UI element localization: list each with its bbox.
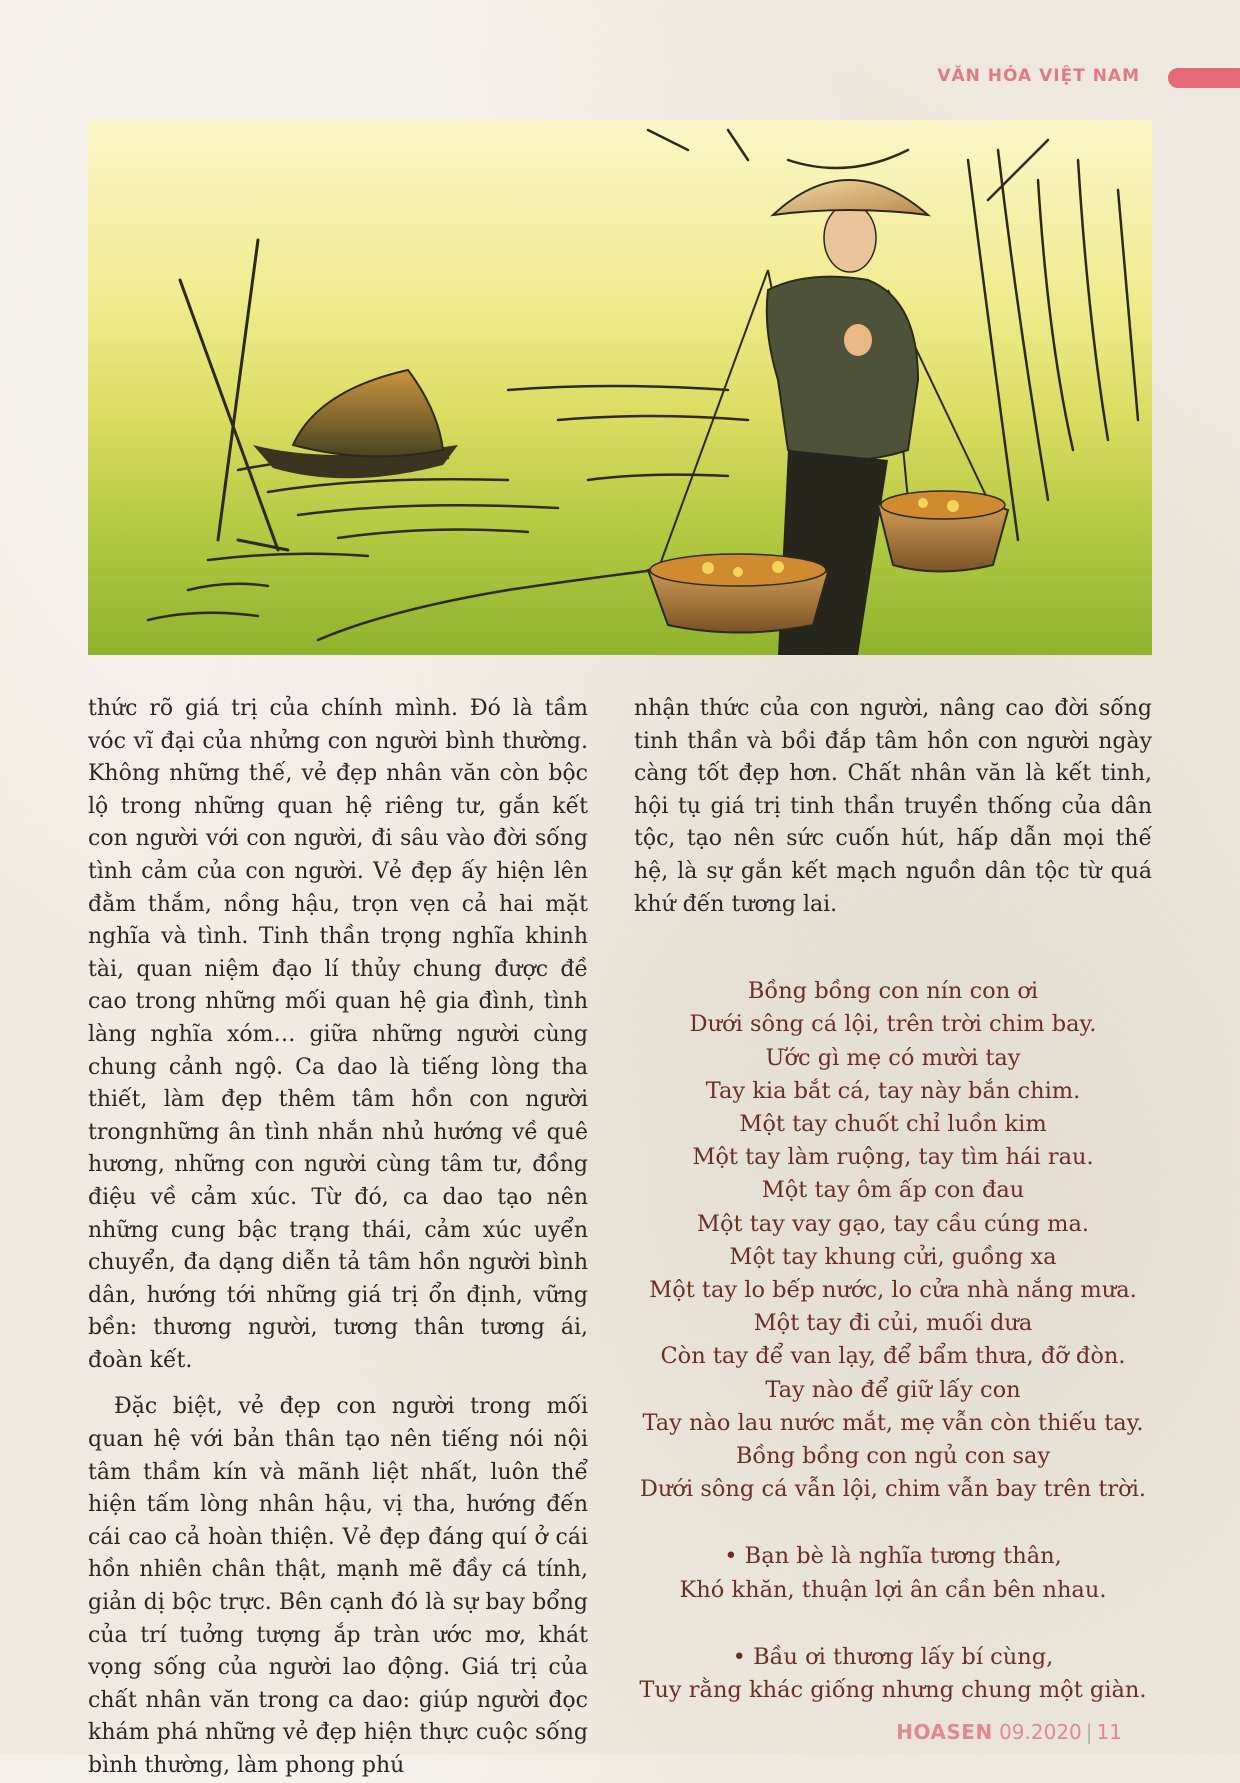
footer-separator: | bbox=[1085, 1720, 1093, 1744]
page-footer bbox=[896, 1720, 1122, 1744]
poem-line: Một tay lo bếp nước, lo cửa nhà nắng mưa. bbox=[649, 1276, 1137, 1303]
poem-line: Ước gì mẹ có mười tay bbox=[765, 1044, 1021, 1071]
poem-line: Tay nào lau nước mắt, mẹ vẫn còn thiếu tay. bbox=[642, 1409, 1144, 1436]
verse-friendship bbox=[634, 1540, 1152, 1606]
poem-line: Khó khăn, thuận lợi ân cần bên nhau. bbox=[679, 1576, 1107, 1603]
poem-line bbox=[634, 1641, 1152, 1674]
poem-line: Bồng bồng con ngủ con say bbox=[735, 1443, 1051, 1469]
illustration bbox=[88, 120, 1152, 655]
issue-date: 09.2020 bbox=[999, 1720, 1082, 1744]
verse-gourd bbox=[634, 1641, 1152, 1707]
right-column bbox=[634, 693, 1152, 1707]
poem-line: Bồng bồng con nín con ơi bbox=[747, 978, 1039, 1005]
poem-line: Tuy rằng khác giống nhưng chung một giàn. bbox=[639, 1677, 1147, 1704]
right-paragraph-1: nhận thức của con người, nâng cao đời sống tinh thần và bồi đắp tâm hồn con người ngày càng tốt đẹp hơn. Chất nhân văn là kết tinh, hội tụ giá trị tinh thần truyền thống của dân tộc, tạo nên sức cuốn hút, hấp dẫn mọi thế hệ, là sự gắn kết mạch nguồn dân tộc từ quá khứ đến tương lai. bbox=[634, 696, 1152, 917]
bullet-icon: • bbox=[732, 1643, 746, 1670]
poem-line: Một tay đi củi, muối dưa bbox=[753, 1310, 1033, 1337]
poem-line: Tay nào để giữ lấy con bbox=[765, 1376, 1021, 1403]
poem-line: Một tay vay gạo, tay cầu cúng ma. bbox=[696, 1210, 1090, 1237]
painting-woman-carrying-baskets-icon bbox=[88, 120, 1152, 655]
section-accent-bar bbox=[1168, 68, 1240, 88]
left-paragraph-1: thức rõ giá trị của chính mình. Đó là tầm vóc vĩ đại của nhửng con người bình thường. Không những thế, vẻ đẹp nhân văn còn bộc lộ trong những quan hệ riêng tư, gắn kết con người với con người, đi sâu vào đời sống tình cảm của con người. Vẻ đẹp ấy hiện lên đằm thắm, nồng hậu, trọn vẹn cả hai mặt nghĩa và tình. Tinh thần trọng nghĩa khinh tài, quan niệm đạo lí thủy chung được đề cao trong những mối quan hệ gia đình, tình làng nghĩa xóm… giữa những người cùng chung cảnh ngộ. Ca dao là tiếng lòng tha thiết, làm đẹp thêm tâm hồn con người trongnhững ân tình nhắn nhủ hướng về quê hương, những con người cùng tâm tư, đồng điệu về cảm xúc. Từ đó, ca dao tạo nên những cung bậc trạng thái, cảm xúc uyển chuyển, đa dạng diễn tả tâm hồn người bình dân, hướng tới những giá trị ổn định, vững bền: thương người, tương thân tương ái, đoàn kết. bbox=[88, 696, 588, 1373]
poem-line: Dưới sông cá lội, trên trời chim bay. bbox=[689, 1011, 1097, 1038]
magazine-brand: HOASEN bbox=[896, 1720, 993, 1744]
poem-line: Còn tay để van lạy, để bẩm thưa, đỡ đòn. bbox=[660, 1343, 1126, 1370]
poem-line: Dưới sông cá vẫn lội, chim vẫn bay trên trời. bbox=[639, 1476, 1147, 1503]
poem-line-text: Bầu ơi thương lấy bí cùng, bbox=[753, 1643, 1054, 1670]
poem bbox=[634, 975, 1152, 1707]
section-label: VĂN HÓA VIỆT NAM bbox=[937, 66, 1140, 86]
poem-line-text: Bạn bè là nghĩa tương thân, bbox=[744, 1543, 1062, 1570]
poem-line: Một tay ôm ấp con đau bbox=[761, 1177, 1025, 1204]
page-number: 11 bbox=[1096, 1720, 1122, 1744]
poem-line: Một tay chuốt chỉ luồn kim bbox=[739, 1110, 1047, 1137]
left-paragraph-2: Đặc biệt, vẻ đẹp con người trong mối quan hệ với bản thân tạo nên tiếng nói nội tâm thầm kín và mãnh liệt nhất, luôn thể hiện tấm lòng nhân hậu, vị tha, hướng đến cái cao cả hoàn thiện. Vẻ đẹp đáng quí ở cái hồn nhiên chân thật, mạnh mẽ đầy cá tính, giản dị bộc trực. Bên cạnh đó là sự bay bổng của trí tuởng tượng ắp tràn ước mơ, khát vọng sống của người lao động. Giá trị của chất nhân văn trong ca dao: giúp người đọc khám phá những vẻ đẹp hiện thực cuộc sống bình thường, làm phong phú bbox=[88, 1394, 588, 1778]
bullet-icon: • bbox=[724, 1543, 738, 1570]
poem-line: Tay kia bắt cá, tay này bắn chim. bbox=[705, 1077, 1081, 1104]
left-column bbox=[88, 693, 588, 1783]
poem-line: Một tay làm ruộng, tay tìm hái rau. bbox=[692, 1144, 1094, 1171]
poem-line: Một tay khung cửi, guồng xa bbox=[729, 1243, 1057, 1270]
poem-line bbox=[634, 1540, 1152, 1573]
